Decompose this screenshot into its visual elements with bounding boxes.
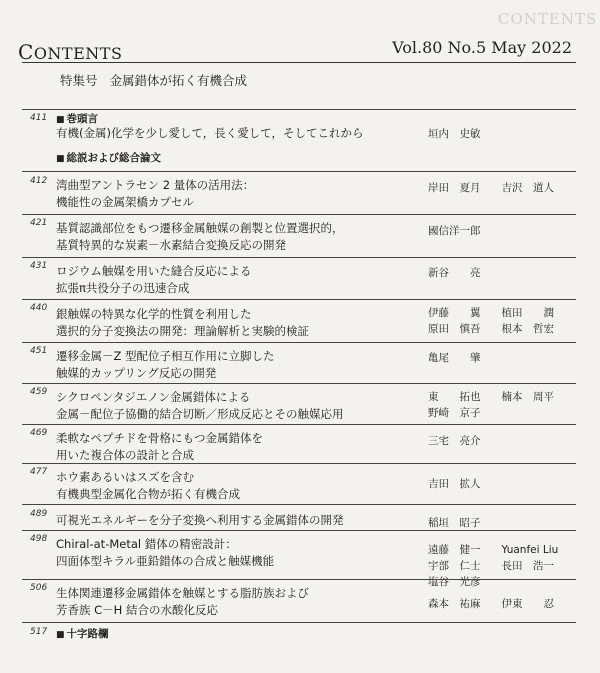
title-line: ロジウム触媒を用いた縫合反応による: [56, 264, 252, 278]
title-line: ホウ素あるいはスズを含む: [56, 470, 194, 484]
entry-divider: [22, 299, 576, 300]
entry-divider: [22, 257, 576, 258]
article-title: [56, 585, 309, 619]
title-line: 選択的分子変換法の開発：理論解析と実験的検証: [56, 324, 309, 338]
contents-title: [18, 40, 122, 64]
title-line: 遷移金属－Z 型配位子相互作用に立脚した: [56, 349, 275, 363]
author-line: 垣内 史敏: [428, 128, 481, 140]
entry-divider: [22, 109, 576, 110]
article-authors: [428, 542, 558, 590]
title-line: 湾曲型アントラセン 2 量体の活用法：: [56, 178, 255, 192]
special-issue: [60, 71, 247, 89]
entry-divider: [22, 424, 576, 425]
article-title: [56, 220, 344, 254]
page-number: 477: [30, 467, 48, 477]
author-line: 宇部 仁士 長田 浩一: [428, 560, 554, 572]
entry-divider: [22, 530, 576, 531]
title-line: シクロペンタジエノン金属錯体による: [56, 390, 251, 404]
article-authors: [428, 476, 481, 492]
title-line: 有機典型金属化合物が拓く有機合成: [56, 487, 240, 501]
contents-title-rest: ONTENTS: [33, 44, 123, 63]
article-title: [56, 348, 275, 382]
volume-info: Vol.80 No.5 May 2022: [392, 38, 572, 57]
title-line: 拡張π共役分子の迅速合成: [56, 281, 190, 295]
page-number: 517: [30, 627, 48, 637]
article-authors: [428, 223, 481, 239]
article-authors: [428, 265, 481, 281]
article-title: [56, 536, 274, 570]
author-line: 新谷 亮: [428, 267, 481, 279]
article-authors: [428, 389, 554, 421]
page-number: 421: [30, 218, 48, 228]
title-line: 基質特異的な炭素－水素結合変換反応の開発: [56, 238, 286, 252]
title-line: 四面体型キラル亜鉛錯体の合成と触媒機能: [56, 554, 275, 568]
author-line: 伊藤 翼 植田 潤: [428, 307, 554, 319]
author-line: 野崎 京子: [428, 407, 481, 419]
title-line: 基質認識部位をもつ遷移金属触媒の創製と位置選択的，: [56, 221, 344, 235]
article-authors: [428, 350, 481, 366]
author-line: 亀尾 肇: [428, 352, 481, 364]
title-line: 銀触媒の特異な化学的性質を利用した: [56, 307, 252, 321]
page-number: 431: [30, 261, 48, 271]
header-rule: [22, 62, 576, 63]
special-issue-title: 金属錯体が拓く有機合成: [109, 73, 248, 88]
title-line: 生体関連遷移金属錯体を触媒とする脂肪族および: [56, 586, 309, 600]
title-line: 柔軟なペプチドを骨格にもつ金属錯体を: [56, 431, 263, 445]
show-through-text: CONTENTS: [498, 10, 598, 28]
author-line: 遠藤 健一 Yuanfei Liu: [428, 544, 559, 556]
title-line: Chiral-at-Metal 錯体の精密設計：: [56, 537, 237, 551]
title-line: 触媒的カップリング反応の開発: [56, 366, 217, 380]
special-issue-label: 特集号: [60, 73, 98, 88]
entry-divider: [22, 463, 576, 464]
article-authors: [428, 515, 481, 531]
section-heading-crossroads: ■ 十字路欄: [56, 626, 109, 641]
article-title: [56, 125, 364, 142]
article-title: [56, 512, 344, 529]
entry-divider: [22, 214, 576, 215]
page-number: 469: [30, 428, 48, 438]
author-line: 稲垣 昭子: [428, 517, 481, 529]
entry-divider: [22, 171, 576, 172]
article-title: [56, 263, 251, 297]
title-line: 金属－配位子協働的結合切断／形成反応とその触媒応用: [56, 407, 344, 421]
entry-divider: [22, 383, 576, 384]
section-heading-reviews: ■ 総説および総合論文: [56, 150, 161, 165]
title-line: 用いた複合体の設計と合成: [56, 448, 194, 462]
article-authors: [428, 180, 554, 196]
author-line: 三宅 亮介: [428, 435, 481, 447]
author-line: 國信洋一郎: [428, 225, 481, 237]
entry-divider: [22, 504, 576, 505]
contents-title-initial: C: [18, 40, 34, 64]
title-line: 可視光エネルギーを分子変換へ利用する金属錯体の開発: [56, 513, 344, 527]
page-number: 440: [30, 303, 48, 313]
article-title: [56, 177, 254, 211]
title-line: 有機(金属)化学を少し愛して，長く愛して，そしてこれから: [56, 126, 364, 140]
entry-divider: [22, 579, 576, 580]
article-authors: [428, 126, 481, 142]
page-number: 506: [30, 583, 48, 593]
author-line: 東 拓也 楠本 周平: [428, 391, 554, 403]
article-authors: [428, 596, 554, 612]
article-title: [56, 430, 263, 464]
author-line: 吉田 拡人: [428, 478, 481, 490]
page-number: 411: [30, 113, 48, 123]
page-number: 451: [30, 346, 48, 356]
author-line: 原田 慎吾 根本 哲宏: [428, 323, 554, 335]
article-authors: [428, 305, 554, 337]
article-title: [56, 389, 344, 423]
title-line: 機能性の金属架橋カプセル: [56, 195, 194, 209]
page-number: 489: [30, 509, 48, 519]
article-title: [56, 306, 309, 340]
title-line: 芳香族 C－H 結合の水酸化反応: [56, 603, 218, 617]
author-line: 岸田 夏月 吉沢 道人: [428, 182, 554, 194]
article-title: [56, 469, 240, 503]
author-line: 塩谷 光彦: [428, 576, 481, 588]
section-heading-foreword: ■ 巻頭言: [56, 111, 98, 126]
page-number: 412: [30, 176, 48, 186]
page-number: 459: [30, 387, 48, 397]
author-line: 森本 祐麻 伊東 忍: [428, 598, 554, 610]
entry-divider: [22, 342, 576, 343]
article-authors: [428, 433, 481, 449]
entry-divider: [22, 622, 576, 623]
page-number: 498: [30, 534, 48, 544]
